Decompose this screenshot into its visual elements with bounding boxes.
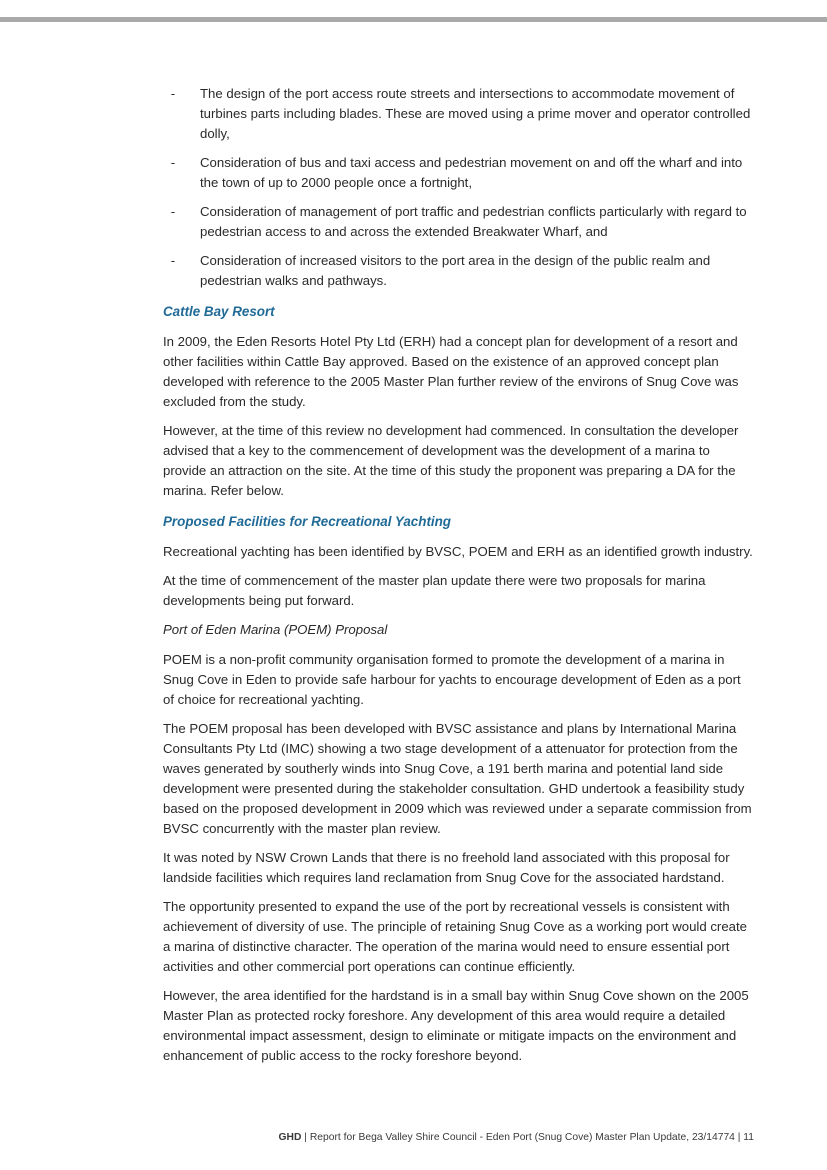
list-item <box>163 84 753 144</box>
subheading-poem: Port of Eden Marina (POEM) Proposal <box>163 622 388 637</box>
paragraph: Recreational yachting has been identified by BVSC, POEM and ERH as an identified growth industry. <box>163 544 753 559</box>
header-rule <box>0 17 827 22</box>
page-footer <box>279 1132 754 1143</box>
bullet-text: Consideration of bus and taxi access and pedestrian movement on and off the wharf and into the town of up to 2000 people once a fortnight, <box>200 155 743 190</box>
bullet-dash: - <box>170 204 176 219</box>
section-heading-cattle-bay: Cattle Bay Resort <box>163 304 275 319</box>
footer-text: | Report for Bega Valley Shire Council - Eden Port (Snug Cove) Master Plan Update, 23/14774 | 11 <box>301 1132 754 1143</box>
bullet-list <box>163 84 753 291</box>
bullet-text: Consideration of increased visitors to the port area in the design of the public realm and pedestrian walks and pathways. <box>200 253 711 288</box>
paragraph: It was noted by NSW Crown Lands that there is no freehold land associated with this proposal for landside facilities which requires land reclamation from Snug Cove for the associated hardstand. <box>163 850 730 885</box>
footer-org: GHD <box>278 1132 302 1143</box>
bullet-text: Consideration of management of port traffic and pedestrian conflicts particularly with regard to pedestrian access to and across the extended Breakwater Wharf, and <box>200 204 747 239</box>
bullet-dash: - <box>170 253 176 268</box>
paragraph: However, at the time of this review no development had commenced. In consultation the developer advised that a key to the commencement of development was the development of a marina to provide an attraction on the site. At the time of this study the proponent was preparing a DA for the marina. Refer below. <box>163 423 739 498</box>
paragraph: In 2009, the Eden Resorts Hotel Pty Ltd (ERH) had a concept plan for development of a resort and other facilities within Cattle Bay approved. Based on the existence of an approved concept plan developed with reference to the 2005 Master Plan further review of the environs of Snug Cove was excluded from the study. <box>163 334 739 409</box>
paragraph: At the time of commencement of the master plan update there were two proposals for marina developments being put forward. <box>163 573 706 608</box>
bullet-dash: - <box>170 86 176 101</box>
paragraph: The opportunity presented to expand the use of the port by recreational vessels is consistent with achievement of diversity of use. The principle of retaining Snug Cove as a working port would create a marina of distinctive character. The operation of the marina would need to ensure essential port activities and other commercial port operations can continue efficiently. <box>163 899 747 974</box>
list-item <box>163 153 753 193</box>
list-item <box>163 202 753 242</box>
paragraph: However, the area identified for the hardstand is in a small bay within Snug Cove shown on the 2005 Master Plan as protected rocky foreshore. Any development of this area would require a detailed environmental impact assessment, design to eliminate or mitigate impacts on the environment and enhancement of public access to the rocky foreshore beyond. <box>163 988 749 1063</box>
list-item <box>163 251 753 291</box>
paragraph: The POEM proposal has been developed with BVSC assistance and plans by International Marina Consultants Pty Ltd (IMC) showing a two stage development of a attenuator for protection from the waves generated by southerly winds into Snug Cove, a 191 berth marina and potential land side development were presented during the stakeholder consultation. GHD undertook a feasibility study based on the proposed development in 2009 which was reviewed under a separate commission from BVSC concurrently with the master plan review. <box>163 721 752 836</box>
section-heading-yachting: Proposed Facilities for Recreational Yachting <box>163 514 451 529</box>
paragraph: POEM is a non-profit community organisation formed to promote the development of a marina in Snug Cove in Eden to provide safe harbour for yachts to encourage development of Eden as a port of choice for recreational yachting. <box>163 652 741 707</box>
bullet-dash: - <box>170 155 176 170</box>
page-body <box>163 84 753 1075</box>
bullet-text: The design of the port access route streets and intersections to accommodate movement of turbines parts including blades. These are moved using a prime mover and operator controlled dolly, <box>200 86 751 141</box>
